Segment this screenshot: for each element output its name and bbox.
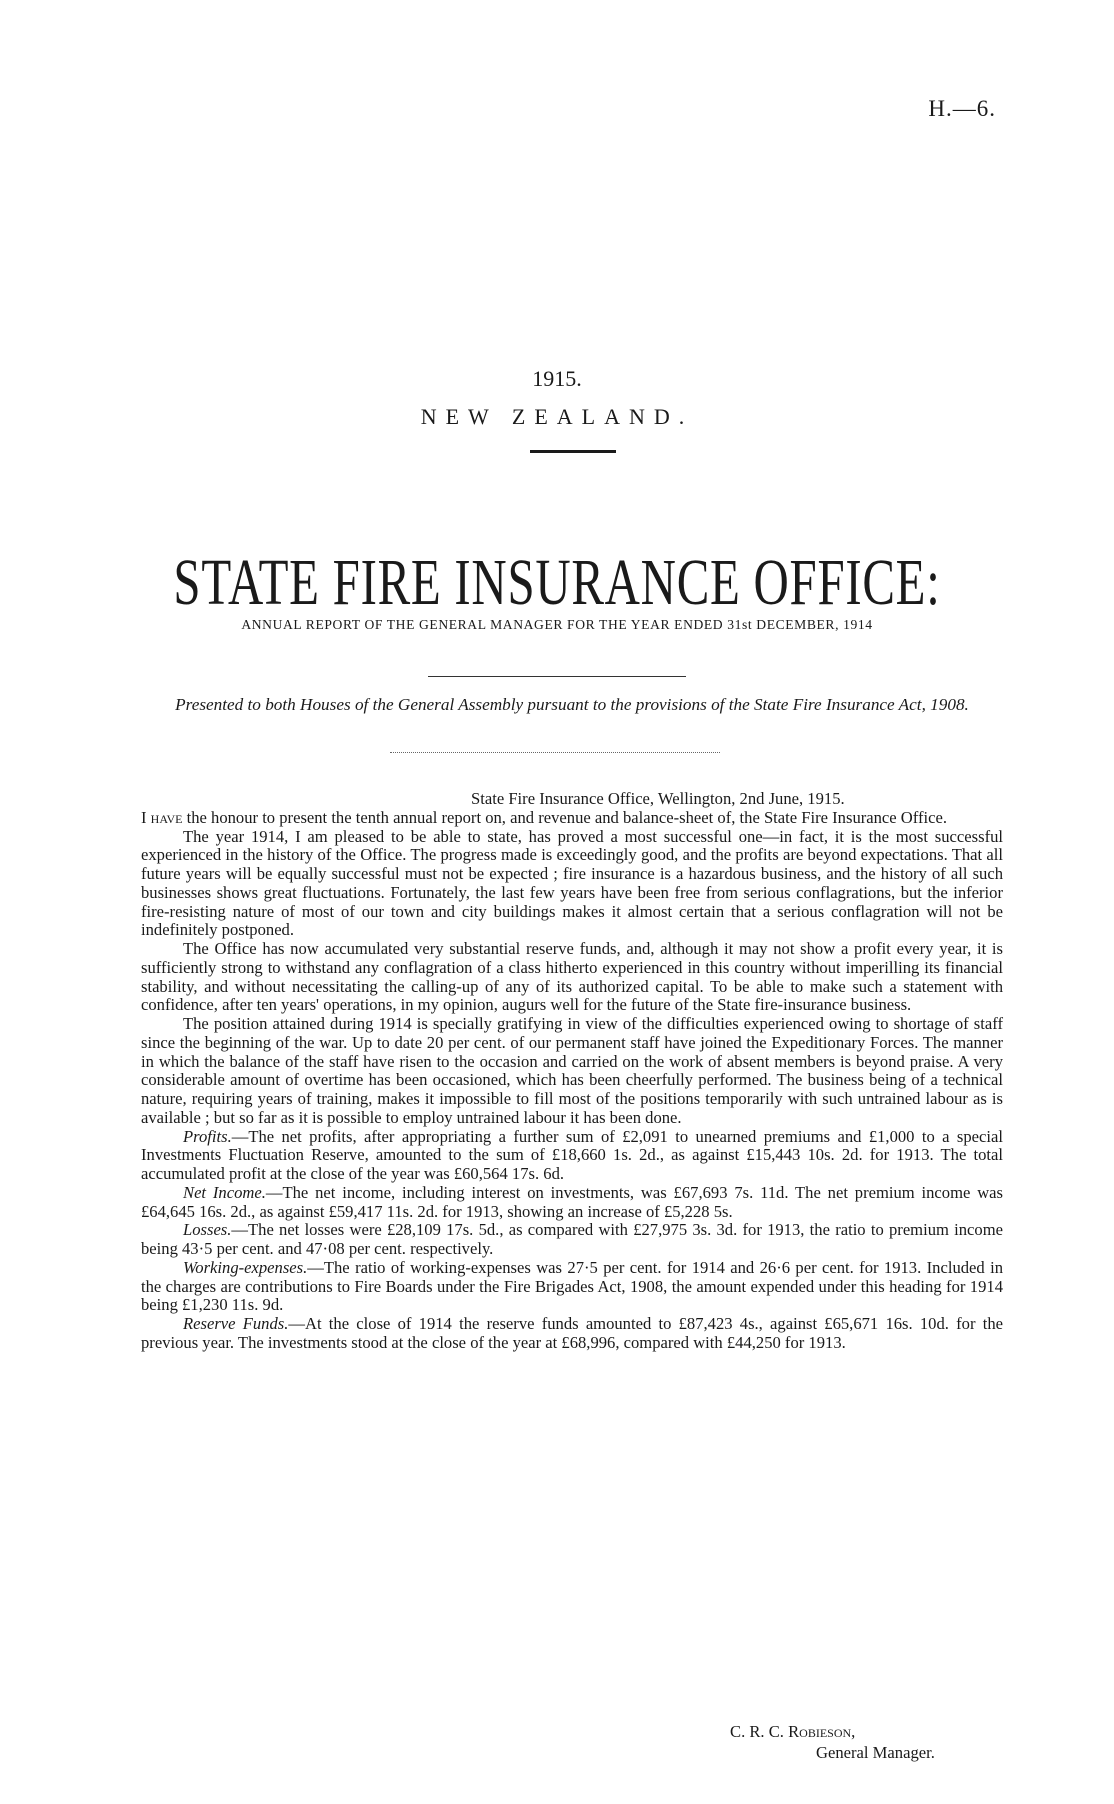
opening-words: I have bbox=[141, 807, 183, 827]
dateline: State Fire Insurance Office, Wellington, 2nd June, 1915. bbox=[471, 789, 845, 808]
working-expenses-text: —The ratio of working-expenses was 27·5 per cent. for 1914 and 26·6 per cent. for 1913. Included in the charges are contributions to Fire Boards under the Fire Brigades Act, 1908, the amount expended under this heading for 1914 being £1,230 11s. 9d. bbox=[141, 1257, 1003, 1315]
profits-text: —The net profits, after appropriating a further sum of £2,091 to unearned premiums and £1,000 to a special Investments Fluctuation Reserve, amounted to the sum of £18,660 1s. 2d., as against £15,443 10s. 2d. for 1913. The total accumulated profit at the close of the year was £60,564 17s. 6d. bbox=[141, 1126, 1003, 1183]
report-body bbox=[141, 790, 1003, 1353]
paragraph-staff: The position attained during 1914 is specially gratifying in view of the difficulties experienced owing to shortage of staff since the beginning of the war. Up to date 20 per cent. of our permanent staff have joined the Expeditionary Forces. The manner in which the balance of the staff have risen to the occasion and carried on the work of absent members is beyond praise. A very considerable amount of overtime has been occasioned, which has been cheerfully performed. The business being of a technical nature, requiring years of training, makes it impossible to fill most of the positions temporarily with such untrained labour as is available ; but so far as it is possible to employ untrained labour it has been done. bbox=[141, 1014, 1003, 1127]
presentation-note: Presented to both Houses of the General Assembly pursuant to the provisions of the State Fire Insurance Act, 1908. bbox=[175, 695, 969, 714]
dotted-divider bbox=[390, 752, 720, 753]
heading-divider bbox=[530, 450, 616, 453]
paragraph-net-income bbox=[141, 1184, 1003, 1222]
net-income-text: —The net income, including interest on investments, was £67,693 7s. 11d. The net premium income was £64,645 16s. 2d., as against £59,417 11s. 2d. for 1913, showing an increase of £5,228 5s. bbox=[141, 1182, 1003, 1221]
subtitle-divider bbox=[428, 676, 686, 677]
paragraph-reserve-funds bbox=[141, 1315, 1003, 1353]
losses-heading: Losses. bbox=[183, 1220, 232, 1240]
paragraph-intro-text: the honour to present the tenth annual report on, and revenue and balance-sheet of, the State Fire Insurance Office. bbox=[182, 807, 948, 827]
page-reference: H.—6. bbox=[928, 96, 996, 121]
reserve-funds-heading: Reserve Funds. bbox=[183, 1314, 289, 1333]
paragraph-intro bbox=[141, 809, 1003, 828]
losses-text: —The net losses were £28,109 17s. 5d., as compared with £27,975 3s. 3d. for 1913, the ratio to premium income being 43·5 per cent. and 47·08 per cent. respectively. bbox=[141, 1220, 1003, 1258]
signatory-position: General Manager. bbox=[816, 1743, 935, 1762]
net-income-heading: Net Income. bbox=[183, 1182, 266, 1202]
paragraph-working-expenses bbox=[141, 1259, 1003, 1315]
country-heading: NEW ZEALAND. bbox=[420, 404, 694, 429]
paragraph-profits bbox=[141, 1128, 1003, 1184]
report-subtitle: ANNUAL REPORT OF THE GENERAL MANAGER FOR THE YEAR ENDED 31st DECEMBER, 1914 bbox=[241, 617, 873, 632]
paragraph-reserves: The Office has now accumulated very substantial reserve funds, and, although it may not show a profit every year, it is sufficiently strong to withstand any conflagration of a class hitherto experienced in this country without imperilling its financial stability, and without necessitating the calling-up of any of its authorized capital. To be able to make such a statement with confidence, after ten years' operations, in my opinion, augurs well for the future of the State fire-insurance business. bbox=[141, 939, 1003, 1015]
working-expenses-heading: Working-expenses. bbox=[183, 1257, 308, 1277]
signatory-name: C. R. C. Robieson, bbox=[730, 1722, 856, 1741]
reserve-funds-text: —At the close of 1914 the reserve funds amounted to £87,423 4s., against £65,671 16s. 10d. for the previous year. The investments stood at the close of the year at £68,996, compared with £44,250 for 1913. bbox=[141, 1314, 1003, 1352]
page-title: STATE FIRE INSURANCE OFFICE: bbox=[173, 546, 941, 619]
profits-heading: Profits. bbox=[183, 1126, 232, 1146]
paragraph-losses bbox=[141, 1221, 1003, 1259]
report-year: 1915. bbox=[532, 366, 582, 391]
paragraph-year-review: The year 1914, I am pleased to be able to state, has proved a most successful one—in fact, it is the most successful experienced in the history of the Office. The progress made is exceedingly good, and the profits are beyond expectations. That all future years will be equally successful must not be expected ; fire insurance is a hazardous business, and the history of all such businesses shows great fluctuations. Fortunately, the last few years have been free from serious conflagrations, but the inferior fire-resisting nature of most of our town and city buildings makes it almost certain that a serious conflagration will not be indefinitely postponed. bbox=[141, 826, 1003, 940]
